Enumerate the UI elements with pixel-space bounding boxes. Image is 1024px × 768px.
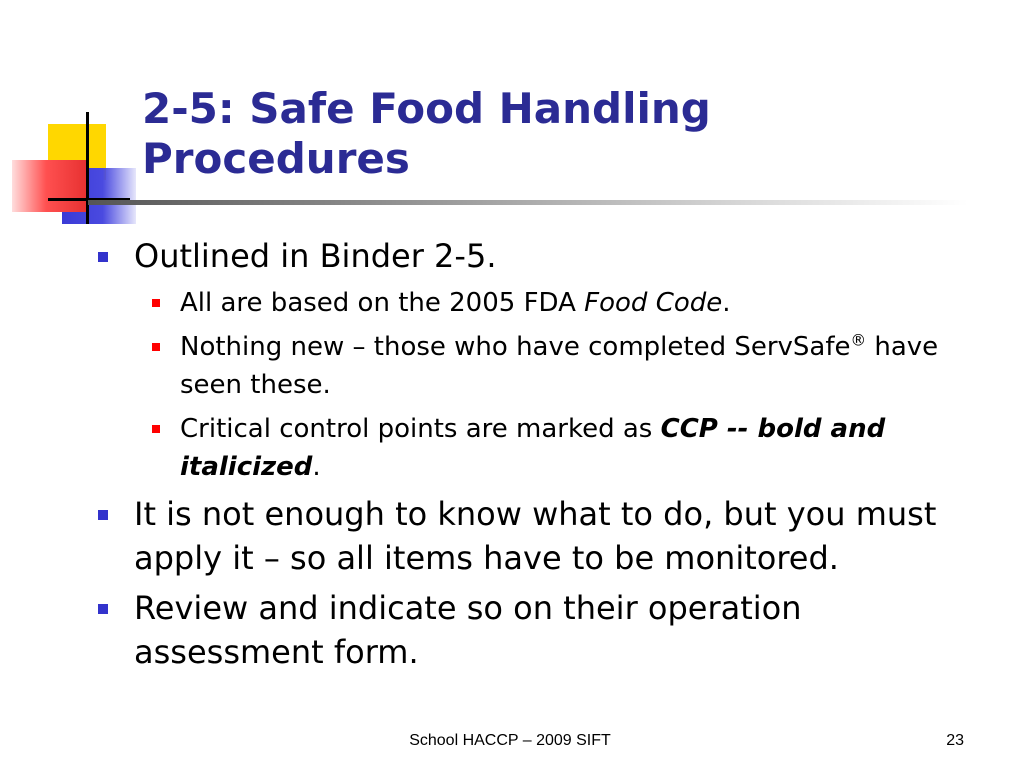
sub-bullet-text: All are based on the 2005 FDA: [180, 288, 585, 318]
slide-title: [142, 84, 962, 184]
square-bullet-icon: [152, 343, 160, 351]
bullet-text: Outlined in Binder 2-5.: [134, 237, 497, 275]
bullet-item: [98, 234, 958, 278]
sub-bullet-text-end: have seen these.: [180, 332, 939, 400]
square-bullet-icon: [152, 425, 160, 433]
square-bullet-icon: [98, 604, 108, 614]
sub-bullet-item: [98, 328, 958, 404]
ccp-bold-italic: CCP -- bold and italicized: [180, 414, 886, 482]
bullet-item: [98, 586, 958, 674]
sub-bullet-item: [98, 284, 958, 322]
food-code-italic: Food Code: [584, 288, 723, 318]
registered-mark: ®: [850, 331, 867, 350]
sub-bullet-text-end: .: [722, 288, 731, 318]
sub-bullet-item: [98, 410, 958, 486]
square-bullet-icon: [98, 510, 108, 520]
bullet-text: It is not enough to know what to do, but you must apply it – so all items have to be monitored.: [134, 495, 937, 577]
bullet-list: [98, 234, 958, 680]
sub-bullet-text: Nothing new – those who have completed ServSafe: [180, 332, 851, 362]
bullet-text: Review and indicate so on their operation assessment form.: [134, 589, 802, 671]
sub-bullet-text: Critical control points are marked as: [180, 414, 661, 444]
square-bullet-icon: [152, 299, 160, 307]
logo-red-square: [12, 160, 88, 212]
bullet-item: [98, 492, 958, 580]
logo-vertical-line: [86, 112, 89, 224]
sub-bullet-text-end: .: [312, 452, 321, 482]
square-bullet-icon: [98, 252, 108, 262]
slide-title-line-1: 2-5: Safe Food Handling: [142, 84, 711, 133]
footer-text: School HACCP – 2009 SIFT: [409, 732, 611, 749]
title-divider-rule: [88, 200, 968, 205]
slide-number: 23: [946, 732, 964, 749]
slide-title-line-2: Procedures: [142, 134, 410, 183]
